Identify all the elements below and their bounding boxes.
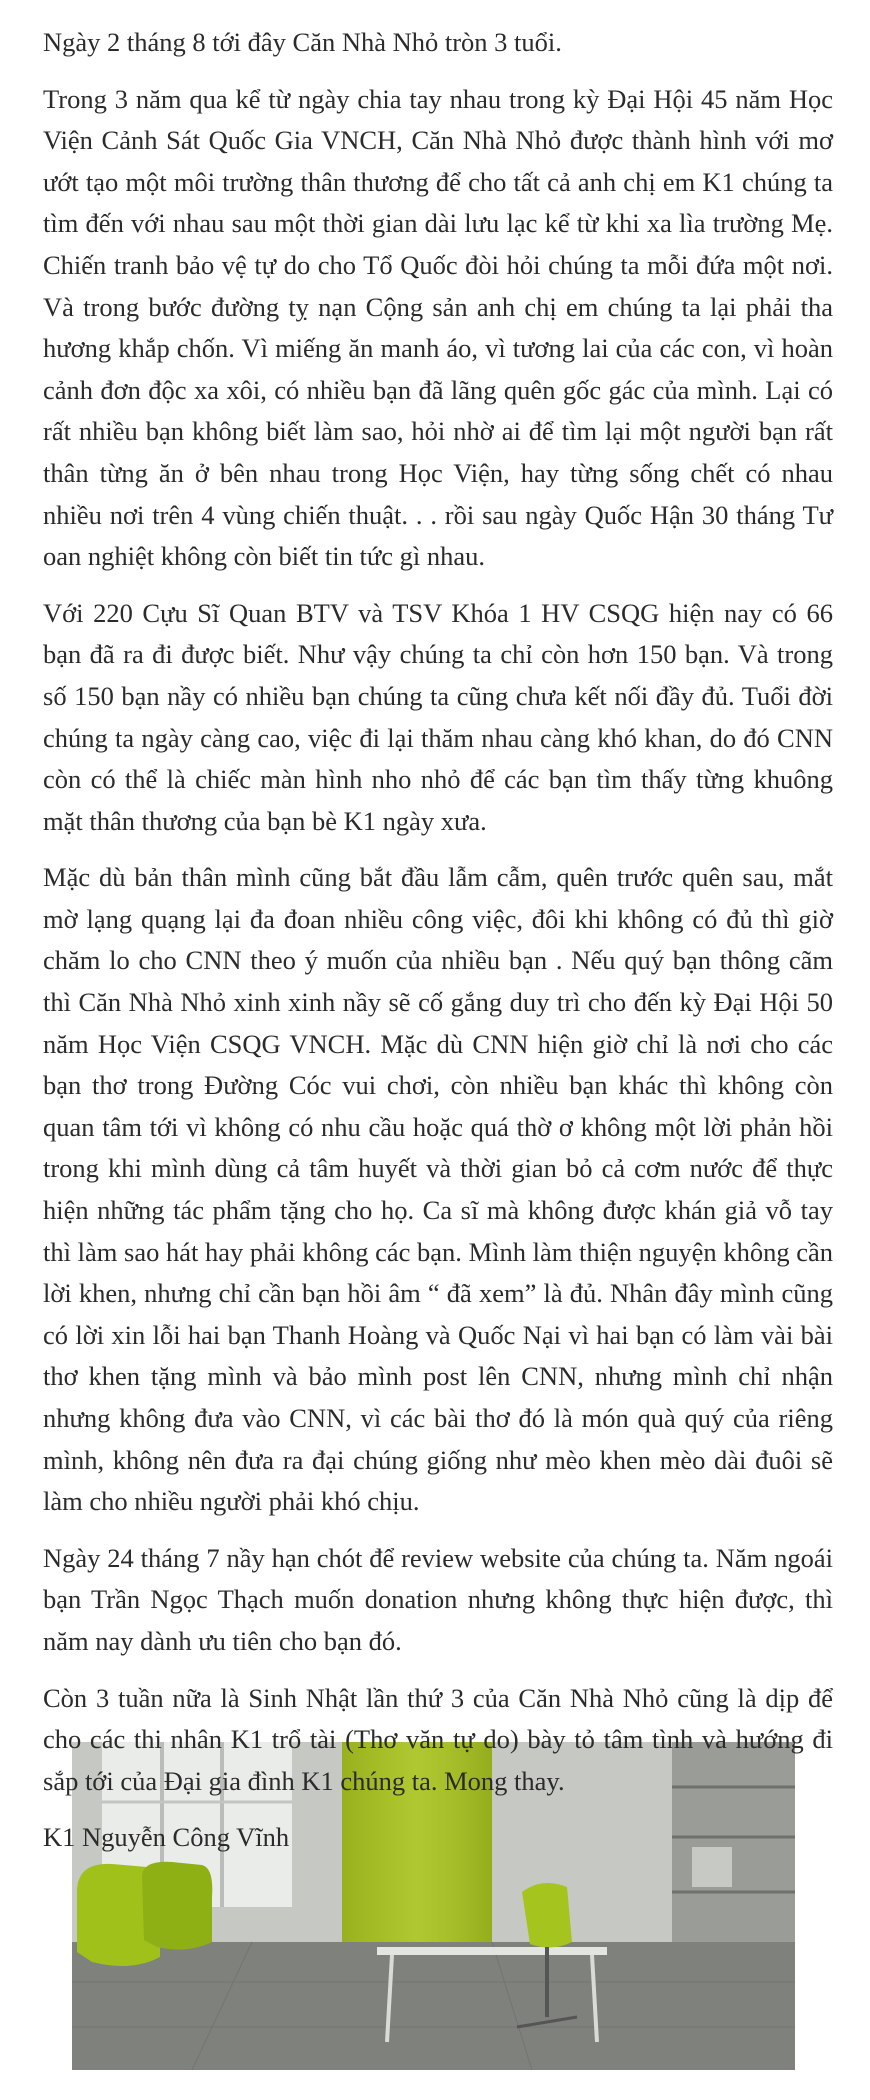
paragraph-intro: Ngày 2 tháng 8 tới đây Căn Nhà Nhỏ tròn 3 tuổi. <box>43 27 562 57</box>
paragraph-review-deadline: Ngày 24 tháng 7 nầy hạn chót để review website của chúng ta. Năm ngoái bạn Trần Ngọc Thạch muốn donation nhưng không thực hiện được, thì năm nay dành ưu tiên cho bạn đó. <box>43 1542 833 1656</box>
paragraph-reflection: Mặc dù bản thân mình cũng bắt đầu lẫm cẫm, quên trước quên sau, mắt mờ lạng quạng lại đa đoan nhiều công việc, đôi khi không có đủ thì giờ chăm lo cho CNN theo ý muốn của nhiều bạn . Nếu quý bạn thông cãm thì Căn Nhà Nhỏ xinh xinh nầy sẽ cố gắng duy trì cho đến kỳ Đại Hội 50 năm Học Viện CSQG VNCH. Mặc dù CNN hiện giờ chỉ là nơi cho các bạn thơ trong Đường Cóc vui chơi, còn nhiều bạn khác thì không còn quan tâm tới vì không có nhu cầu hoặc quá thờ ơ không một lời phản hồi trong khi mình dùng cả tâm huyết và thời gian bỏ cả cơm nước để thực hiện những tác phẩm tặng cho họ. Ca sĩ mà không được khán giả vỗ tay thì làm sao hát hay phải không các bạn. Mình làm thiện nguyện không cần lời khen, nhưng chỉ cần bạn hồi âm “ đã xem” là đủ. Nhân đây mình cũng có lời xin lỗi hai bạn Thanh Hoàng và Quốc Nại vì hai bạn có làm vài bài thơ khen tặng mình và bảo mình post lên CNN, nhưng mình chỉ nhận nhưng không đưa vào CNN, vì các bài thơ đó là món quà quý của riêng mình, không nên đưa ra đại chúng giống như mèo khen mèo dài đuôi sẽ làm cho nhiều người phải khó chịu. <box>43 862 833 1517</box>
article-body <box>43 22 833 1874</box>
paragraph-members: Với 220 Cựu Sĩ Quan BTV và TSV Khóa 1 HV CSQG hiện nay có 66 bạn đã ra đi được biết. Như vậy chúng ta chỉ còn hơn 150 bạn. Và trong số 150 bạn nầy có nhiều bạn chúng ta cũng chưa kết nối đầy đủ. Tuổi đời chúng ta ngày càng cao, việc đi lại thăm nhau càng khó khan, do đó CNN còn có thể là chiếc màn hình nho nhỏ để các bạn tìm thấy từng khuông mặt thân thương của bạn bè K1 ngày xưa. <box>43 597 833 836</box>
paragraph-history: Trong 3 năm qua kể từ ngày chia tay nhau trong kỳ Đại Hội 45 năm Học Viện Cảnh Sát Quốc Gia VNCH, Căn Nhà Nhỏ được thành hình với mơ ướt tạo một môi trường thân thương để cho tất cả anh chị em K1 chúng ta tìm đến với nhau sau một thời gian dài lưu lạc kể từ khi xa lìa trường Mẹ. Chiến tranh bảo vệ tự do cho Tổ Quốc đòi hỏi chúng ta mỗi đứa một nơi. Và trong bước đường tỵ nạn Cộng sản anh chị em chúng ta lại phải tha hương khắp chốn. Vì miếng ăn manh áo, vì tương lai của các con, vì hoàn cảnh đơn độc xa xôi, có nhiều bạn đã lãng quên gốc gác của mình. Lại có rất nhiều bạn không biết làm sao, hỏi nhờ ai để tìm lại một người bạn rất thân từng ăn ở bên nhau trong Học Viện, hay từng sống chết có nhau nhiều nơi trên 4 vùng chiến thuật. . . rồi sau ngày Quốc Hận 30 tháng Tư oan nghiệt không còn biết tin tức gì nhau. <box>43 83 833 572</box>
author-signature: K1 Nguyễn Công Vĩnh <box>43 1822 290 1853</box>
paragraph-birthday: Còn 3 tuần nữa là Sinh Nhật lần thứ 3 của Căn Nhà Nhỏ cũng là dịp để cho các thi nhân K1 trổ tài (Thơ văn tự do) bày tỏ tâm tình và hướng đi sắp tới của Đại gia đình K1 chúng ta. Mong thay. <box>43 1682 833 1796</box>
